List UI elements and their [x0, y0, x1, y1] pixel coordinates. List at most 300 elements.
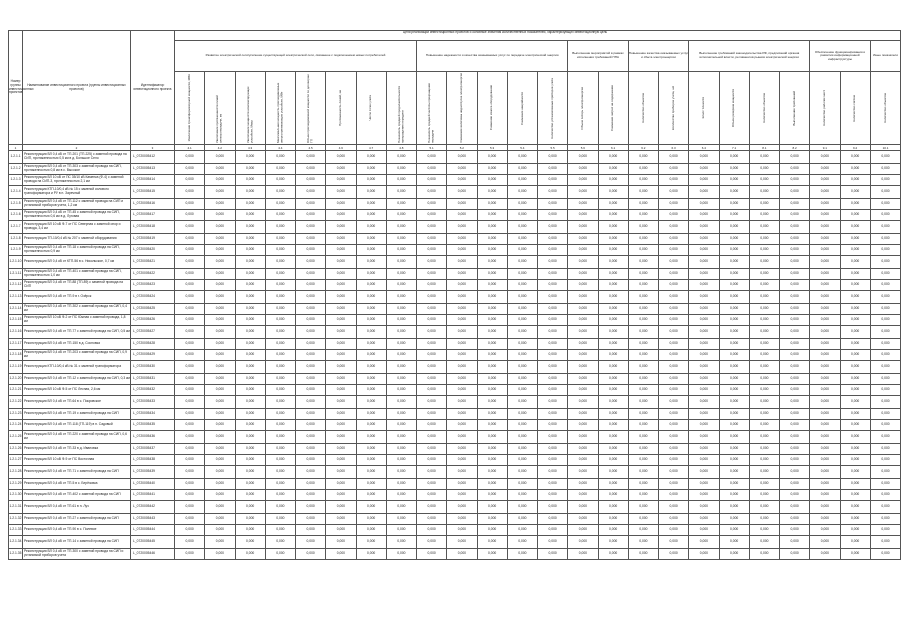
row-project-name: Реконструкция ВЛ 0,4 кВ от ТП-401 с заменой провода на СИП, протяженностью 1,0 км [23, 269, 131, 280]
row-value: 0,000 [507, 479, 537, 490]
row-value: 0,000 [628, 210, 658, 221]
row-project-id: L_0720005436 [131, 431, 175, 444]
table-row[interactable] [9, 256, 901, 269]
row-value: 0,000 [538, 291, 568, 304]
row-value: 0,000 [417, 186, 447, 199]
row-value: 0,000 [568, 234, 598, 245]
table-row[interactable] [9, 549, 901, 560]
row-value: 0,000 [386, 444, 416, 455]
row-value: 0,000 [840, 221, 870, 234]
row-value: 0,000 [810, 490, 840, 501]
row-value: 0,000 [598, 245, 628, 256]
row-value: 0,000 [840, 269, 870, 280]
row-value: 0,000 [326, 385, 356, 396]
row-number: 1.2.1.20 [9, 374, 23, 385]
row-value: 0,000 [810, 514, 840, 525]
row-value: 0,000 [175, 186, 205, 199]
row-value: 0,000 [689, 210, 719, 221]
row-value: 0,000 [447, 339, 477, 350]
table-row[interactable] [9, 420, 901, 431]
table-row[interactable] [9, 326, 901, 339]
row-value: 0,000 [870, 291, 901, 304]
row-value: 0,000 [719, 396, 749, 409]
row-value: 0,000 [205, 549, 235, 560]
row-value: 0,000 [749, 479, 779, 490]
row-value: 0,000 [780, 444, 810, 455]
row-value: 0,000 [477, 280, 507, 291]
row-value: 0,000 [538, 199, 568, 210]
row-value: 0,000 [810, 291, 840, 304]
table-row[interactable] [9, 304, 901, 315]
row-value: 0,000 [326, 374, 356, 385]
row-value: 0,000 [538, 339, 568, 350]
row-project-id: L_0720005415 [131, 186, 175, 199]
col-number: 9.2 [840, 145, 870, 151]
row-value: 0,000 [810, 385, 840, 396]
row-value: 0,000 [265, 315, 295, 326]
row-value: 0,000 [689, 409, 719, 420]
row-value: 0,000 [810, 525, 840, 536]
row-value: 0,000 [870, 455, 901, 466]
col-header-project-id: Идентификатор инвестиционного проекта [131, 31, 175, 145]
row-value: 0,000 [296, 396, 326, 409]
row-value: 0,000 [840, 199, 870, 210]
row-value: 0,000 [205, 444, 235, 455]
row-value: 0,000 [840, 164, 870, 175]
row-value: 0,000 [265, 514, 295, 525]
col-number: 9.1 [810, 145, 840, 151]
row-value: 0,000 [840, 525, 870, 536]
row-value: 0,000 [296, 280, 326, 291]
row-value: 0,000 [386, 256, 416, 269]
row-value: 0,000 [205, 396, 235, 409]
row-value: 0,000 [568, 256, 598, 269]
table-row[interactable] [9, 501, 901, 514]
row-value: 0,000 [205, 304, 235, 315]
table-row[interactable] [9, 221, 901, 234]
row-value: 0,000 [568, 501, 598, 514]
row-value: 0,000 [659, 374, 689, 385]
row-value: 0,000 [810, 361, 840, 374]
row-value: 0,000 [568, 175, 598, 186]
row-value: 0,000 [659, 525, 689, 536]
row-value: 0,000 [780, 396, 810, 409]
table-row[interactable] [9, 374, 901, 385]
table-row[interactable] [9, 536, 901, 549]
row-value: 0,000 [175, 269, 205, 280]
row-value: 0,000 [175, 374, 205, 385]
table-row[interactable] [9, 396, 901, 409]
row-value: 0,000 [749, 431, 779, 444]
row-value: 0,000 [780, 514, 810, 525]
row-value: 0,000 [205, 151, 235, 164]
table-row[interactable] [9, 151, 901, 164]
row-value: 0,000 [659, 350, 689, 361]
row-project-name: Реконструкция ВЛ 0,4 кВ от ТП-150 в д. Сосновка [23, 339, 131, 350]
row-value: 0,000 [719, 186, 749, 199]
row-number: 1.2.1.6 [9, 210, 23, 221]
table-row[interactable] [9, 315, 901, 326]
row-value: 0,000 [870, 210, 901, 221]
row-value: 0,000 [386, 525, 416, 536]
row-value: 0,000 [749, 455, 779, 466]
row-value: 0,000 [568, 245, 598, 256]
row-value: 0,000 [749, 199, 779, 210]
row-value: 0,000 [870, 269, 901, 280]
sub-header-2 [205, 72, 235, 145]
row-value: 0,000 [659, 210, 689, 221]
sub-header-label: Выполнение требований [791, 90, 796, 126]
row-value: 0,000 [659, 234, 689, 245]
row-value: 0,000 [507, 199, 537, 210]
row-value: 0,000 [296, 326, 326, 339]
col-header-goals-spacer [175, 31, 901, 41]
row-value: 0,000 [356, 374, 386, 385]
row-value: 0,000 [175, 291, 205, 304]
row-value: 0,000 [598, 291, 628, 304]
row-project-name: Реконструкция ВЛ 0,4 кВ от ТП-19 с заменой провода на СИП [23, 409, 131, 420]
row-value: 0,000 [296, 234, 326, 245]
table-row[interactable] [9, 280, 901, 291]
row-value: 0,000 [235, 164, 265, 175]
row-value: 0,000 [810, 186, 840, 199]
col-number: 6.2 [628, 145, 658, 151]
row-value: 0,000 [417, 514, 447, 525]
row-number: 1.2.1.25 [9, 431, 23, 444]
row-value: 0,000 [326, 280, 356, 291]
row-value: 0,000 [386, 501, 416, 514]
row-value: 0,000 [810, 304, 840, 315]
row-value: 0,000 [780, 549, 810, 560]
table-row[interactable] [9, 431, 901, 444]
row-number: 1.2.1.7 [9, 221, 23, 234]
table-row[interactable] [9, 245, 901, 256]
row-project-id: L_0720005429 [131, 350, 175, 361]
sub-header-21 [780, 72, 810, 145]
row-project-name: Реконструкция ВЛ 0,4 кВ от ТП-118 (ТП-119) в п. Садовый [23, 420, 131, 431]
col-number: 3 [131, 145, 175, 151]
row-number: 1.2.1.5 [9, 199, 23, 210]
row-value: 0,000 [749, 186, 779, 199]
row-value: 0,000 [417, 549, 447, 560]
table-row[interactable] [9, 350, 901, 361]
table-row[interactable] [9, 361, 901, 374]
row-value: 0,000 [719, 444, 749, 455]
row-value: 0,000 [598, 304, 628, 315]
row-value: 0,000 [749, 420, 779, 431]
row-value: 0,000 [780, 536, 810, 549]
row-value: 0,000 [659, 245, 689, 256]
row-value: 0,000 [628, 221, 658, 234]
row-value: 0,000 [628, 234, 658, 245]
row-number: 1.2.1.21 [9, 385, 23, 396]
row-value: 0,000 [296, 256, 326, 269]
row-project-id: L_0720005422 [131, 269, 175, 280]
row-value: 0,000 [719, 490, 749, 501]
row-value: 0,000 [296, 525, 326, 536]
sub-header-label: Количество систем [852, 94, 857, 122]
row-value: 0,000 [175, 409, 205, 420]
row-value: 0,000 [326, 245, 356, 256]
row-value: 0,000 [235, 444, 265, 455]
row-value: 0,000 [265, 455, 295, 466]
row-value: 0,000 [598, 315, 628, 326]
row-value: 0,000 [447, 385, 477, 396]
sub-header-label: Снижение износа оборудования [489, 85, 494, 131]
row-value: 0,000 [265, 374, 295, 385]
row-value: 0,000 [507, 326, 537, 339]
row-value: 0,000 [417, 256, 447, 269]
col-number: 4.1 [175, 145, 205, 151]
row-value: 0,000 [477, 514, 507, 525]
row-value: 0,000 [780, 361, 810, 374]
row-value: 0,000 [477, 455, 507, 466]
row-value: 0,000 [840, 350, 870, 361]
table-row[interactable] [9, 455, 901, 466]
row-value: 0,000 [175, 536, 205, 549]
row-value: 0,000 [417, 291, 447, 304]
row-value: 0,000 [386, 536, 416, 549]
sub-header-label: Снижение аварийности [519, 91, 524, 125]
row-value: 0,000 [326, 164, 356, 175]
row-number: 1.2.1.1 [9, 151, 23, 164]
row-value: 0,000 [780, 186, 810, 199]
row-value: 0,000 [507, 420, 537, 431]
row-number: 1.2.1.15 [9, 315, 23, 326]
sub-header-label: Объем потерь электроэнергии [580, 86, 585, 130]
col-number: 4.8 [386, 145, 416, 151]
sub-header-19 [719, 72, 749, 145]
row-value: 0,000 [628, 339, 658, 350]
row-value: 0,000 [689, 339, 719, 350]
row-value: 0,000 [356, 409, 386, 420]
row-value: 0,000 [840, 339, 870, 350]
row-value: 0,000 [386, 199, 416, 210]
row-value: 0,000 [689, 304, 719, 315]
row-value: 0,000 [870, 186, 901, 199]
sub-header-label: Снижение величины недоотпуска электроэнергии [459, 73, 464, 143]
row-value: 0,000 [265, 350, 295, 361]
row-value: 0,000 [507, 221, 537, 234]
row-value: 0,000 [659, 326, 689, 339]
row-value: 0,000 [749, 269, 779, 280]
table-row[interactable] [9, 385, 901, 396]
row-value: 0,000 [417, 479, 447, 490]
row-value: 0,000 [326, 536, 356, 549]
row-value: 0,000 [296, 339, 326, 350]
row-value: 0,000 [870, 420, 901, 431]
table-row[interactable] [9, 490, 901, 501]
row-value: 0,000 [689, 501, 719, 514]
row-value: 0,000 [205, 291, 235, 304]
group-header-3: Выполнение мероприятий в рамках исполнения требований НПА [568, 41, 629, 72]
row-value: 0,000 [356, 549, 386, 560]
row-value: 0,000 [477, 361, 507, 374]
row-value: 0,000 [296, 536, 326, 549]
row-value: 0,000 [719, 280, 749, 291]
row-number: 1.2.1.11 [9, 269, 23, 280]
row-value: 0,000 [689, 385, 719, 396]
row-value: 0,000 [689, 291, 719, 304]
row-value: 0,000 [477, 291, 507, 304]
row-value: 0,000 [719, 245, 749, 256]
row-value: 0,000 [326, 431, 356, 444]
row-value: 0,000 [356, 385, 386, 396]
row-value: 0,000 [265, 339, 295, 350]
table-row[interactable] [9, 525, 901, 536]
row-value: 0,000 [507, 164, 537, 175]
row-value: 0,000 [538, 210, 568, 221]
row-value: 0,000 [659, 409, 689, 420]
row-project-id: L_0720005430 [131, 361, 175, 374]
row-value: 0,000 [568, 431, 598, 444]
row-value: 0,000 [235, 210, 265, 221]
row-value: 0,000 [296, 361, 326, 374]
row-value: 0,000 [689, 466, 719, 479]
row-value: 0,000 [749, 549, 779, 560]
table-row[interactable] [9, 514, 901, 525]
row-value: 0,000 [628, 245, 658, 256]
row-value: 0,000 [538, 455, 568, 466]
sub-header-label: Снижение затрат на содержание [610, 85, 615, 131]
row-number: 1.2.1.23 [9, 409, 23, 420]
row-value: 0,000 [507, 374, 537, 385]
row-project-id: L_0720005442 [131, 501, 175, 514]
row-value: 0,000 [689, 256, 719, 269]
table-row[interactable] [9, 210, 901, 221]
row-value: 0,000 [659, 164, 689, 175]
row-value: 0,000 [265, 549, 295, 560]
row-value: 0,000 [205, 245, 235, 256]
row-value: 0,000 [265, 501, 295, 514]
row-value: 0,000 [749, 304, 779, 315]
row-value: 0,000 [840, 396, 870, 409]
row-value: 0,000 [507, 501, 537, 514]
row-value: 0,000 [749, 490, 779, 501]
row-project-id: L_0720005437 [131, 444, 175, 455]
table-row[interactable] [9, 466, 901, 479]
row-value: 0,000 [477, 304, 507, 315]
row-value: 0,000 [870, 525, 901, 536]
row-value: 0,000 [356, 350, 386, 361]
row-value: 0,000 [719, 420, 749, 431]
row-value: 0,000 [628, 396, 658, 409]
row-value: 0,000 [447, 315, 477, 326]
row-value: 0,000 [235, 339, 265, 350]
group-header-1: Развитие электрической сети/усиление существующей электрической сети, связанное с подключением новых потребителей [175, 41, 417, 72]
row-value: 0,000 [870, 444, 901, 455]
row-value: 0,000 [326, 396, 356, 409]
row-value: 0,000 [417, 269, 447, 280]
col-number: 5.6 [568, 145, 598, 151]
sub-header-label: Количество объектов [761, 93, 766, 123]
row-value: 0,000 [326, 256, 356, 269]
row-value: 0,000 [628, 256, 658, 269]
row-value: 0,000 [780, 431, 810, 444]
row-value: 0,000 [659, 186, 689, 199]
table-row[interactable] [9, 234, 901, 245]
row-project-id: L_0720005425 [131, 304, 175, 315]
table-row[interactable] [9, 269, 901, 280]
row-value: 0,000 [870, 501, 901, 514]
row-value: 0,000 [265, 269, 295, 280]
row-value: 0,000 [296, 164, 326, 175]
row-number: 1.2.1.9 [9, 245, 23, 256]
row-value: 0,000 [870, 221, 901, 234]
row-value: 0,000 [538, 326, 568, 339]
row-value: 0,000 [175, 479, 205, 490]
table-row[interactable] [9, 164, 901, 175]
col-number: 8.2 [780, 145, 810, 151]
table-row[interactable] [9, 186, 901, 199]
table-row[interactable] [9, 291, 901, 304]
row-value: 0,000 [417, 490, 447, 501]
row-value: 0,000 [417, 199, 447, 210]
row-value: 0,000 [296, 175, 326, 186]
row-value: 0,000 [386, 326, 416, 339]
col-number: 10.1 [870, 145, 901, 151]
row-value: 0,000 [265, 444, 295, 455]
row-value: 0,000 [417, 350, 447, 361]
sub-header-23 [840, 72, 870, 145]
row-value: 0,000 [386, 175, 416, 186]
row-value: 0,000 [719, 256, 749, 269]
row-value: 0,000 [810, 549, 840, 560]
row-value: 0,000 [719, 374, 749, 385]
row-value: 0,000 [689, 514, 719, 525]
row-value: 0,000 [568, 385, 598, 396]
sub-header-label: Показатель средней частоты прекращения передачи [427, 83, 435, 143]
table-row[interactable] [9, 175, 901, 186]
table-row[interactable] [9, 199, 901, 210]
row-value: 0,000 [659, 339, 689, 350]
row-value: 0,000 [235, 256, 265, 269]
row-number: 1.2.1.4 [9, 186, 23, 199]
row-value: 0,000 [356, 396, 386, 409]
row-value: 0,000 [568, 199, 598, 210]
row-value: 0,000 [538, 256, 568, 269]
row-value: 0,000 [205, 374, 235, 385]
row-value: 0,000 [780, 199, 810, 210]
row-value: 0,000 [780, 339, 810, 350]
row-value: 0,000 [507, 315, 537, 326]
row-value: 0,000 [689, 374, 719, 385]
row-number: 1.2.1.10 [9, 256, 23, 269]
row-value: 0,000 [205, 420, 235, 431]
row-value: 0,000 [205, 350, 235, 361]
row-value: 0,000 [507, 361, 537, 374]
row-value: 0,000 [719, 291, 749, 304]
row-value: 0,000 [296, 501, 326, 514]
row-project-name: Реконструкция КТП-10/0,4 кВ № 31 с заменой трансформатора [23, 361, 131, 374]
row-value: 0,000 [326, 291, 356, 304]
table-row[interactable] [9, 409, 901, 420]
table-row[interactable] [9, 479, 901, 490]
row-value: 0,000 [749, 361, 779, 374]
table-row[interactable] [9, 339, 901, 350]
row-value: 0,000 [538, 280, 568, 291]
row-value: 0,000 [719, 269, 749, 280]
row-value: 0,000 [326, 514, 356, 525]
row-value: 0,000 [749, 409, 779, 420]
row-value: 0,000 [417, 164, 447, 175]
table-row[interactable] [9, 444, 901, 455]
row-value: 0,000 [386, 396, 416, 409]
row-value: 0,000 [265, 186, 295, 199]
row-value: 0,000 [175, 304, 205, 315]
row-value: 0,000 [749, 350, 779, 361]
row-value: 0,000 [628, 466, 658, 479]
